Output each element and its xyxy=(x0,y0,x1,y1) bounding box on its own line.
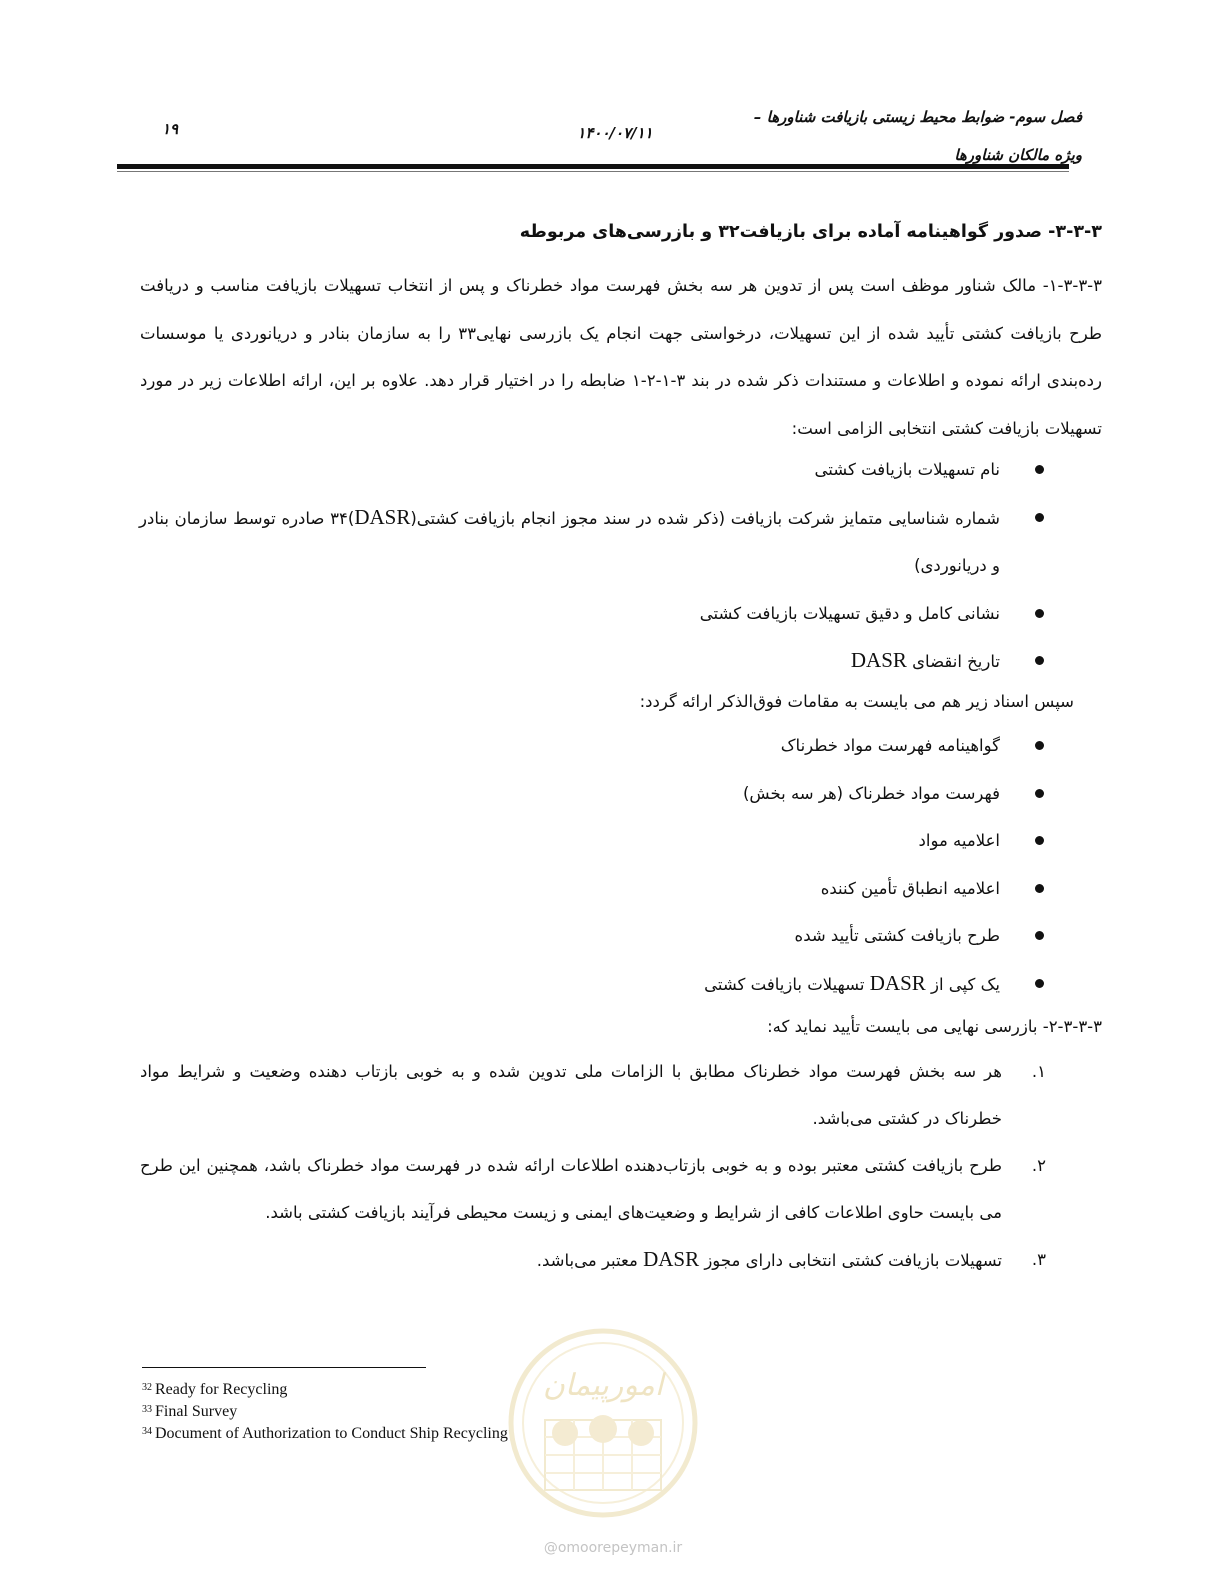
bullet-dot xyxy=(1035,789,1044,798)
bullet-dot xyxy=(1035,465,1044,474)
facility-info-list xyxy=(139,446,1044,686)
documents-intro: سپس اسناد زیر هم می بایست به مقامات فوق‌الذکر ارائه گردد: xyxy=(639,692,1074,711)
chapter-title-line-2: ویژه مالکان شناورها xyxy=(954,146,1082,164)
item-number: ۳. xyxy=(1031,1250,1046,1269)
footnote-34: $^{34}$ Document of Authorization to Conduct Ship Recycling xyxy=(142,1425,508,1442)
footnotes xyxy=(142,1378,842,1444)
list-item: نام تسهیلات بازیافت کشتی xyxy=(139,446,1044,494)
verification-list xyxy=(140,1048,1046,1284)
item-number: ۱. xyxy=(1031,1062,1046,1081)
header-rule-thick xyxy=(117,164,1069,169)
watermark-url: @omoorepeyman.ir xyxy=(543,1540,683,1556)
list-item: گواهینامه فهرست مواد خطرناک xyxy=(139,722,1044,770)
bullet-dot xyxy=(1035,931,1044,940)
documents-list xyxy=(139,722,1044,1008)
list-item: اعلامیه انطباق تأمین کننده xyxy=(139,865,1044,913)
list-item: یک کپی از DASR تسهیلات بازیافت کشتی xyxy=(139,960,1044,1009)
list-item: فهرست مواد خطرناک (هر سه بخش) xyxy=(139,770,1044,818)
header-rule-thin xyxy=(117,171,1069,172)
bullet-dot xyxy=(1035,656,1044,665)
footnote-32: $^{32}$ Ready for Recycling xyxy=(142,1381,288,1398)
bullet-dot xyxy=(1035,836,1044,845)
list-item: ۳. تسهیلات بازیافت کشتی انتخابی دارای مجوز DASR معتبر می‌باشد. xyxy=(140,1236,1046,1284)
list-item: ۲. طرح بازیافت کشتی معتبر بوده و به خوبی بازتاب‌دهنده اطلاعات ارائه شده در فهرست مواد خطرناک باشد، همچنین این طرح می بایست حاوی اطلاعات کافی از شرایط و وضعیت‌های ایمنی و زیست محیطی فرآیند بازیافت کشتی باشد. xyxy=(140,1142,1046,1236)
list-item: تاریخ انقضای DASR xyxy=(139,637,1044,686)
section-title: ۳-۳-۳- صدور گواهینامه آماده برای بازیافت۳۲ و بازرسی‌های مربوطه xyxy=(519,222,1102,242)
item-number: ۲. xyxy=(1031,1156,1046,1175)
svg-text:امورپیمان: امورپیمان xyxy=(542,1368,664,1403)
bullet-dot xyxy=(1035,609,1044,618)
list-item: اعلامیه مواد xyxy=(139,817,1044,865)
list-item: نشانی کامل و دقیق تسهیلات بازیافت کشتی xyxy=(139,590,1044,638)
header-date: ۱۴۰۰/۰۷/۱۱ xyxy=(577,124,653,142)
bullet-dot xyxy=(1035,513,1044,522)
list-item: طرح بازیافت کشتی تأیید شده xyxy=(139,912,1044,960)
footnote-separator xyxy=(142,1367,426,1368)
chapter-title-line-1: فصل سوم- ضوابط محیط زیستی بازیافت شناورها – xyxy=(753,108,1082,126)
watermark-seal-icon xyxy=(505,1325,701,1521)
page-number: ۱۹ xyxy=(161,120,179,138)
paragraph-final-survey-request: ۱-۳-۳-۳- مالک شناور موظف است پس از تدوین هر سه بخش فهرست مواد خطرناک و پس از انتخاب تسهیلات بازیافت مناسب و دریافت طرح بازیافت کشتی تأیید شده از این تسهیلات، درخواستی جهت انجام یک بازرسی نهایی۳۳ را به سازمان بنادر و دریانوردی یا موسسات رده‌بندی ارائه نموده و اطلاعات و مستندات ذکر شده در بند ۳-۱-۲-۱ ضابطه را در اختیار قرار دهد. علاوه بر این، ارائه اطلاعات زیر در مورد تسهیلات بازیافت کشتی انتخابی الزامی است: xyxy=(140,276,1102,438)
bullet-dot xyxy=(1035,979,1044,988)
list-item: ۱. هر سه بخش فهرست مواد خطرناک مطابق با الزامات ملی تدوین شده و به خوبی بازتاب دهنده وضعیت و شرایط مواد خطرناک در کشتی می‌باشد. xyxy=(140,1048,1046,1142)
paragraph-final-survey-verify: ۲-۳-۳-۳- بازرسی نهایی می بایست تأیید نماید که: xyxy=(767,1017,1102,1036)
bullet-dot xyxy=(1035,884,1044,893)
footnote-33: $^{33}$ Final Survey xyxy=(142,1403,238,1420)
bullet-dot xyxy=(1035,741,1044,750)
list-item: شماره شناسایی متمایز شرکت بازیافت (ذکر شده در سند مجوز انجام بازیافت کشتی(DASR)۳۴ صادره توسط سازمان بنادر و دریانوردی) xyxy=(139,494,1044,590)
